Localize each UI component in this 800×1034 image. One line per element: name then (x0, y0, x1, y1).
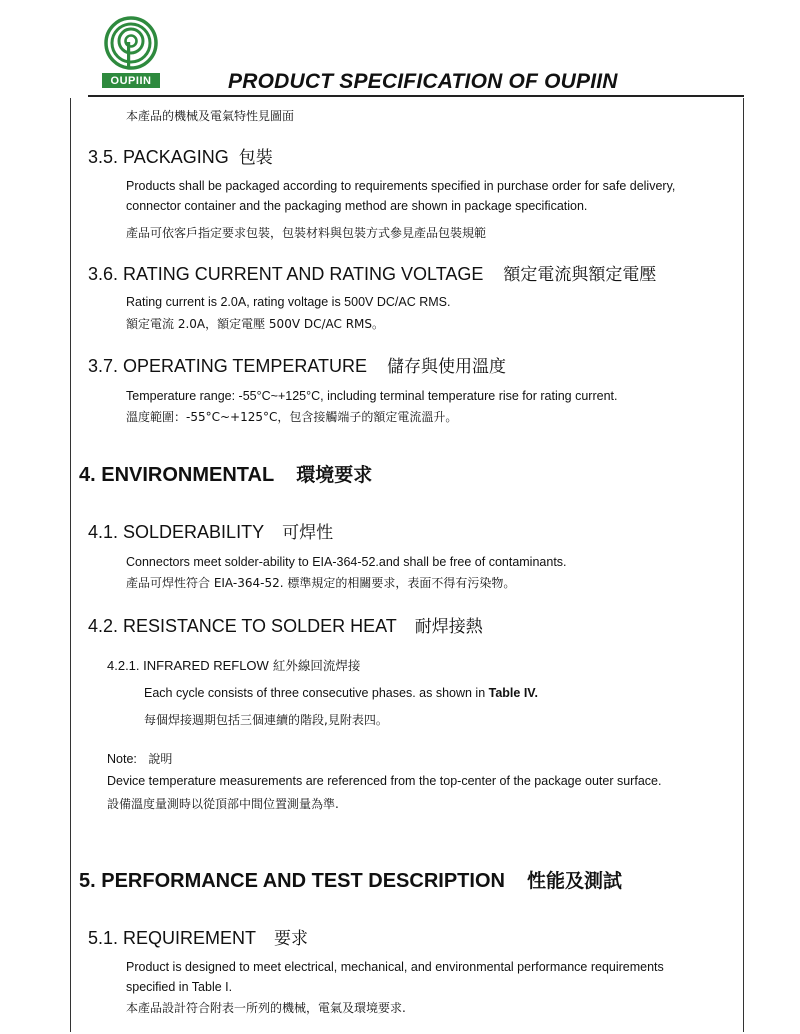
section-3-5-line1: Products shall be packaged according to requirements specified in purchase order for safe delivery, (126, 179, 676, 193)
section-3-6-title-zh: 額定電流與額定電壓 (503, 265, 657, 285)
intro-line: 本產品的機械及電氣特性見圖面 (126, 109, 295, 123)
section-3-7-title: 3.7. OPERATING TEMPERATURE (88, 356, 368, 376)
note-line-zh: 設備溫度量測時以從頂部中間位置測量為準. (107, 797, 339, 811)
section-5-heading (79, 866, 622, 893)
section-4-title-zh: 環境要求 (296, 464, 373, 486)
section-4-2-title: 4.2. RESISTANCE TO SOLDER HEAT (88, 616, 397, 636)
section-4-1-heading (88, 518, 333, 543)
section-5-1-title-zh: 要求 (274, 929, 309, 949)
section-3-7-line1: Temperature range: -55°C~+125°C, including terminal temperature rise for rating current. (126, 389, 618, 403)
section-3-7-line-zh: 溫度範圍：-55°C~+125°C，包含接觸端子的額定電流溫升。 (126, 410, 458, 424)
logo-text: OUPIIN (110, 75, 152, 87)
section-4-1-line1: Connectors meet solder-ability to EIA-364-52.and shall be free of contaminants. (126, 555, 567, 569)
oupiin-logo (100, 16, 162, 90)
section-4-2-1-heading (107, 656, 360, 674)
section-3-5-heading (88, 143, 273, 168)
section-4-2-heading (88, 612, 483, 637)
note-label (107, 750, 172, 769)
section-3-6-heading (88, 260, 656, 285)
section-5-1-title: 5.1. REQUIREMENT (88, 928, 257, 948)
note-label-text: Note: (107, 752, 137, 766)
table-iv-reference: Table IV. (488, 686, 538, 700)
section-3-7-heading (88, 352, 506, 377)
section-4-heading (79, 460, 372, 487)
section-4-2-1-line1-text: Each cycle consists of three consecutive phases. as shown in (144, 686, 486, 700)
section-3-6-line1: Rating current is 2.0A, rating voltage is 500V DC/AC RMS. (126, 295, 451, 309)
section-3-5-line2: connector container and the packaging method are shown in package specification. (126, 199, 588, 213)
section-3-5-title-zh: 包裝 (238, 148, 273, 168)
document-title: PRODUCT SPECIFICATION OF OUPIIN (228, 70, 618, 93)
section-5-1-line-zh: 本產品設計符合附表一所列的機械，電氣及環境要求. (126, 1001, 406, 1015)
section-3-5-line-zh: 產品可依客戶指定要求包裝，包裝材料與包裝方式參見產品包裝規範 (126, 226, 487, 240)
header-rule (88, 95, 744, 97)
note-label-zh: 說明 (148, 752, 173, 766)
section-4-1-title-zh: 可焊性 (282, 523, 334, 543)
section-3-6-title: 3.6. RATING CURRENT AND RATING VOLTAGE (88, 264, 484, 284)
section-4-2-1-title: 4.2.1. INFRARED REFLOW (107, 658, 269, 673)
section-3-5-title: 3.5. PACKAGING (88, 147, 229, 167)
section-4-2-1-line1 (144, 684, 538, 703)
section-4-2-title-zh: 耐焊接熱 (414, 617, 483, 637)
section-4-2-1-line-zh: 每個焊接週期包括三個連續的階段,見附表四。 (144, 713, 388, 727)
section-4-2-1-title-zh: 紅外線回流焊接 (272, 658, 361, 673)
section-3-7-title-zh: 儲存與使用溫度 (387, 357, 507, 377)
section-4-1-line-zh: 產品可焊性符合 EIA-364-52. 標準規定的相關要求，表面不得有污染物。 (126, 576, 516, 590)
section-5-1-line1: Product is designed to meet electrical, mechanical, and environmental performance requirements (126, 960, 664, 974)
section-5-title-zh: 性能及測試 (526, 870, 622, 892)
section-4-1-title: 4.1. SOLDERABILITY (88, 522, 265, 542)
section-5-1-line2: specified in Table I. (126, 980, 233, 994)
section-4-title: 4. ENVIRONMENTAL (79, 464, 275, 486)
note-line1: Device temperature measurements are referenced from the top-center of the package outer surface. (107, 774, 662, 788)
section-5-1-heading (88, 924, 308, 949)
section-5-title: 5. PERFORMANCE AND TEST DESCRIPTION (79, 870, 505, 892)
section-3-6-line-zh: 額定電流 2.0A，額定電壓 500V DC/AC RMS。 (126, 317, 385, 331)
